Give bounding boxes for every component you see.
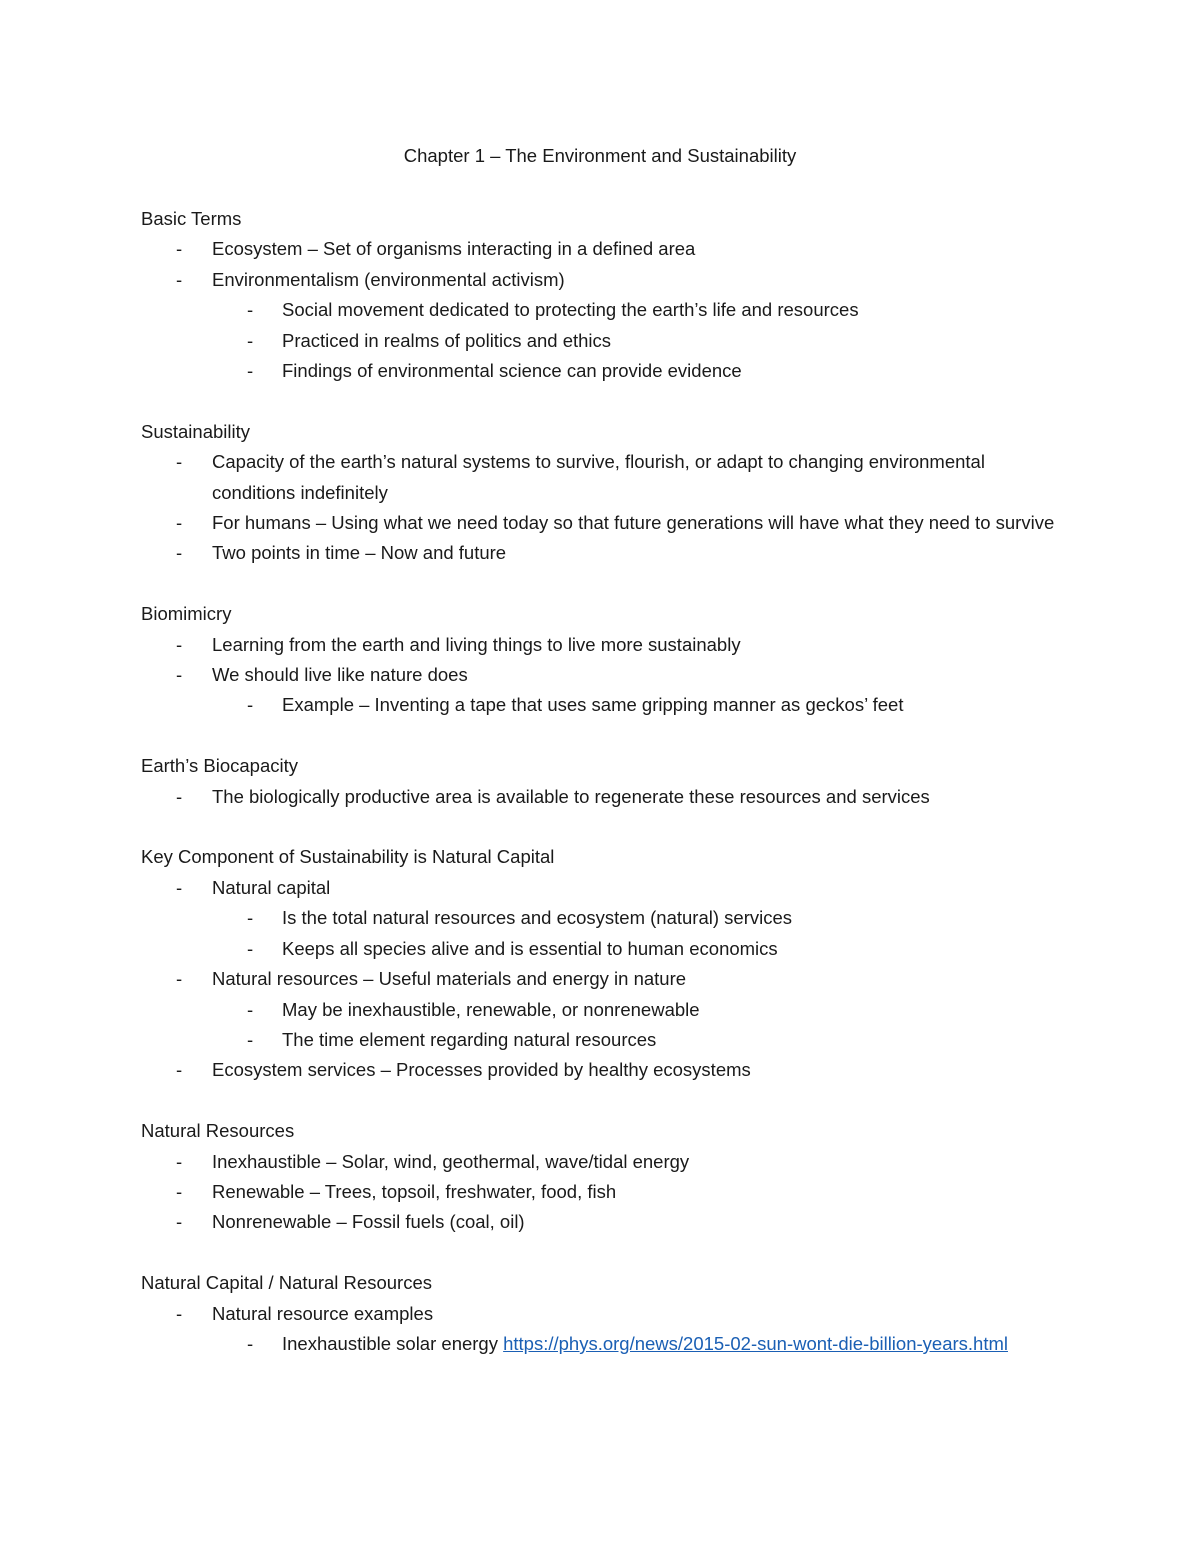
document-body	[141, 204, 1061, 1359]
list-item-text: Capacity of the earth’s natural systems to survive, flourish, or adapt to changing environmental conditions indefinitely	[212, 451, 985, 503]
list-item-text: Two points in time – Now and future	[212, 542, 507, 564]
list-item	[141, 234, 1061, 264]
bullet-dash: -	[176, 968, 183, 990]
list-item	[141, 508, 1061, 538]
section-heading-natural-capital: Key Component of Sustainability is Natural Capital	[141, 846, 555, 868]
bullet-dash: -	[247, 1332, 254, 1354]
bullet-dash: -	[176, 664, 183, 686]
section-spacer	[141, 1086, 1061, 1116]
list-item	[141, 630, 1061, 660]
list-item-text: Environmentalism (environmental activism)	[212, 268, 565, 290]
bullet-dash: -	[176, 1059, 183, 1081]
section-spacer	[141, 721, 1061, 751]
list-item	[141, 447, 1061, 508]
list-item-text: Natural resource examples	[212, 1302, 434, 1324]
list-item	[141, 1177, 1061, 1207]
bullet-dash: -	[176, 268, 183, 290]
list-item-text: Learning from the earth and living things to live more sustainably	[212, 633, 741, 655]
bullet-dash: -	[176, 1211, 183, 1233]
bullet-dash: -	[247, 299, 254, 321]
list-item-text: Practiced in realms of politics and ethics	[282, 329, 612, 351]
section-heading-biomimicry: Biomimicry	[141, 603, 232, 625]
list-item-text: Ecosystem – Set of organisms interacting in a defined area	[212, 238, 696, 260]
bullet-dash: -	[247, 907, 254, 929]
list-item	[141, 903, 1061, 933]
bullet-dash: -	[176, 785, 183, 807]
bullet-dash: -	[176, 238, 183, 260]
bullet-dash: -	[176, 542, 183, 564]
bullet-dash: -	[176, 512, 183, 534]
list-item-text: Social movement dedicated to protecting the earth’s life and resources	[282, 299, 859, 321]
list-item-text: Renewable – Trees, topsoil, freshwater, food, fish	[212, 1180, 617, 1202]
bullet-dash: -	[176, 1180, 183, 1202]
list-item	[141, 1025, 1061, 1055]
section-spacer	[141, 812, 1061, 842]
bullet-dash: -	[176, 876, 183, 898]
bullet-dash: -	[247, 937, 254, 959]
list-item	[141, 995, 1061, 1025]
bullet-dash: -	[247, 998, 254, 1020]
bullet-dash: -	[247, 1028, 254, 1050]
list-item	[141, 934, 1061, 964]
bullet-dash: -	[247, 694, 254, 716]
list-item	[141, 295, 1061, 325]
list-item-text: The time element regarding natural resources	[282, 1028, 657, 1050]
list-item	[141, 1329, 1061, 1359]
list-item-text: May be inexhaustible, renewable, or nonrenewable	[282, 998, 700, 1020]
list-item-text: Inexhaustible – Solar, wind, geothermal, wave/tidal energy	[212, 1150, 690, 1172]
list-item-text: The biologically productive area is available to regenerate these resources and services	[212, 785, 930, 807]
section-spacer	[141, 569, 1061, 599]
list-item-text: Natural resources – Useful materials and energy in nature	[212, 968, 687, 990]
list-item-text: Example – Inventing a tape that uses same gripping manner as geckos’ feet	[282, 694, 904, 716]
list-item	[141, 873, 1061, 903]
list-item	[141, 1207, 1061, 1237]
bullet-dash: -	[247, 329, 254, 351]
list-item	[141, 538, 1061, 568]
bullet-dash: -	[176, 451, 183, 473]
list-item-text: Nonrenewable – Fossil fuels (coal, oil)	[212, 1211, 525, 1233]
list-item	[141, 782, 1061, 812]
list-item	[141, 265, 1061, 295]
list-item	[141, 1055, 1061, 1085]
bullet-dash: -	[247, 360, 254, 382]
list-item	[141, 660, 1061, 690]
list-item	[141, 326, 1061, 356]
list-item	[141, 1147, 1061, 1177]
list-item-text: Findings of environmental science can provide evidence	[282, 360, 742, 382]
section-heading-capital-resources: Natural Capital / Natural Resources	[141, 1272, 432, 1294]
list-item-text: Natural capital	[212, 876, 331, 898]
section-spacer	[141, 386, 1061, 416]
list-item-text: For humans – Using what we need today so that future generations will have what they need to survive	[212, 512, 1055, 534]
list-item	[141, 964, 1061, 994]
list-item	[141, 690, 1061, 720]
bullet-dash: -	[176, 633, 183, 655]
list-item-text	[282, 1333, 1008, 1354]
section-heading-sustainability: Sustainability	[141, 420, 251, 442]
list-item-text: Ecosystem services – Processes provided by healthy ecosystems	[212, 1059, 751, 1081]
list-item-text: Keeps all species alive and is essential to human economics	[282, 937, 778, 959]
bullet-dash: -	[176, 1150, 183, 1172]
list-item-text: Is the total natural resources and ecosystem (natural) services	[282, 907, 793, 929]
section-heading-basic-terms: Basic Terms	[141, 208, 242, 229]
section-spacer	[141, 1238, 1061, 1268]
list-item-text: We should live like nature does	[212, 664, 468, 686]
phys-org-link[interactable]: https://phys.org/news/2015-02-sun-wont-die-billion-years.html	[503, 1332, 1008, 1354]
bullet-dash: -	[176, 1302, 183, 1324]
solar-energy-text: Inexhaustible solar energy	[282, 1332, 504, 1354]
list-item	[141, 1299, 1061, 1329]
section-heading-natural-resources: Natural Resources	[141, 1120, 295, 1142]
section-heading-biocapacity: Earth’s Biocapacity	[141, 755, 298, 777]
list-item	[141, 356, 1061, 386]
page-title: Chapter 1 – The Environment and Sustainability	[403, 145, 797, 166]
